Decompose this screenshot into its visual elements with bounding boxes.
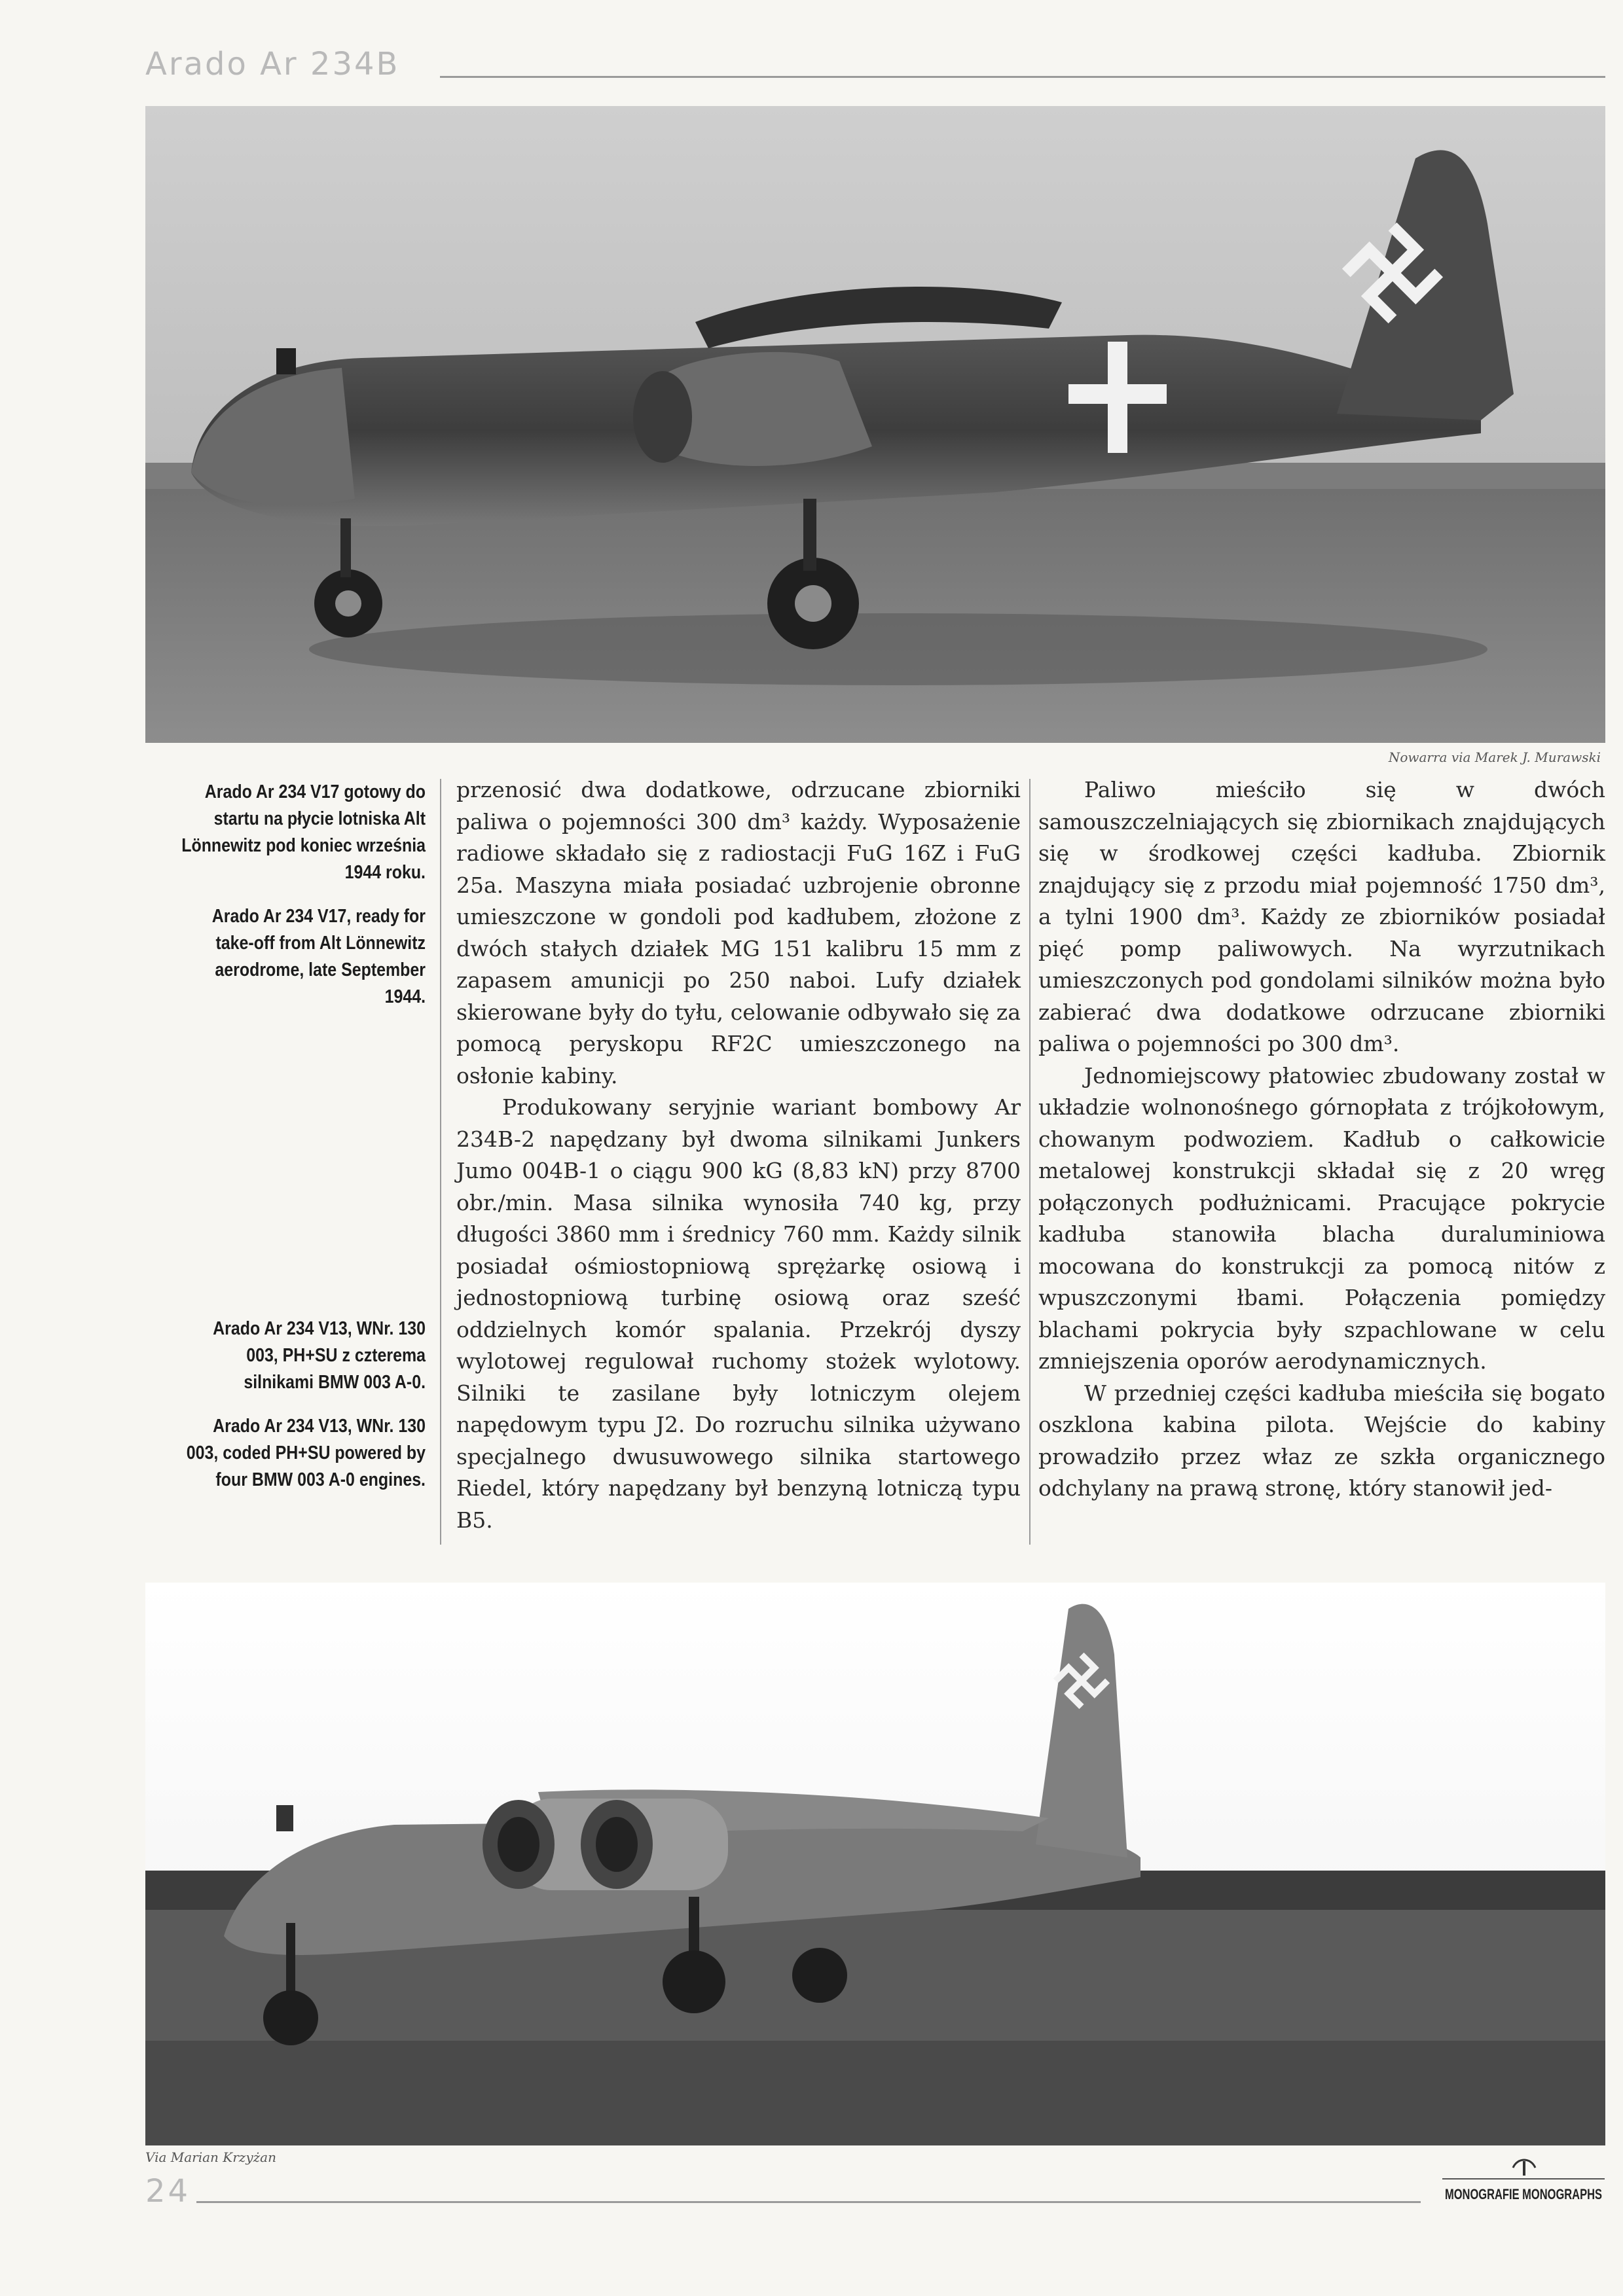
body-paragraph: Produkowany seryjnie wariant bombowy Ar 234B-2 napędzany był dwoma silnikami Junkers Jumo 004B-1 o ciągu 900 kG (8,83 kN) przy 8700 obr./min. Masa silnika wynosiła 740 kg, przy długości 3860 mm i średnicy 760 mm. Każdy silnik posiadał ośmiostopniową sprężarkę osiową i jednostopniową turbinę osiową oraz sześć oddzielnych komór spalania. Przekrój dyszy wylotowej regulował ruchomy stożek wylotowy. Silniki te zasilane były lotniczym olejem napędowym typu J2. Do rozruchu silnika używano specjalnego dwusuwowego silnika startowego Riedel, który napędzany był benzyną lotniczą typu B5. — [456, 1094, 1021, 1533]
body-column-right — [1038, 774, 1605, 1505]
photo-ar234-v17 — [145, 106, 1605, 743]
caption-bottom-pl: Arado Ar 234 V13, WNr. 130 003, PH+SU z czterema silnikami BMW 003 A-0. — [213, 1318, 426, 1393]
column-rule-right — [1029, 779, 1030, 1545]
body-paragraph: Jednomiejscowy płatowiec zbudowany został w układzie wolnonośnego górnopłata z trójkołowym, chowanym podwoziem. Kadłub o całkowicie metalowej konstrukcji składał się z 20 wręg połączonych podłużnicami. Pracujące pokrycie kadłuba stanowiła blacha duraluminiowa mocowana do konstrukcji za pomocą nitów z wpuszczonymi łbami. Połączenia pomiędzy blachami pokrycia były szpachlowane w celu zmniejszenia oporów aerodynamicznych. — [1038, 1062, 1605, 1374]
running-header: Arado Ar 234B — [145, 46, 400, 82]
monografie-logo — [1442, 2152, 1605, 2204]
caption-top — [178, 779, 426, 1028]
page-number: 24 — [145, 2173, 191, 2210]
column-rule-left — [440, 779, 441, 1545]
caption-bottom-en: Arado Ar 234 V13, WNr. 130 003, coded PH+SU powered by four BMW 003 A-0 engines. — [186, 1416, 426, 1490]
caption-bottom — [178, 1316, 426, 1511]
body-column-middle — [456, 774, 1021, 1536]
photo-credit-top: Nowarra via Marek J. Murawski — [1388, 749, 1601, 765]
header-rule — [440, 76, 1605, 78]
body-paragraph: przenosić dwa dodatkowe, odrzucane zbiorniki paliwa o pojemności 300 dm³ każdy. Wyposażenie radiowe składało się z radiostacji FuG 16Z i FuG 25a. Maszyna miała posiadać uzbrojenie obronne umieszczone w gondoli pod kadłubem, złożone z dwóch stałych działek MG 151 kalibru 15 mm z zapasem amunicji po 250 naboi. Lufy działek skierowane były do tyłu, celowanie odbywało się za pomocą peryskopu RF2C umieszczonego na osłonie kabiny. — [456, 777, 1021, 1088]
logo-text: MONOGRAFIE MONOGRAPHS — [1445, 2186, 1602, 2202]
caption-top-en: Arado Ar 234 V17, ready for take-off from Alt Lönnewitz aerodrome, late September 1944. — [211, 906, 426, 1007]
caption-top-pl: Arado Ar 234 V17 gotowy do startu na płycie lotniska Alt Lönnewitz pod koniec września 1944 roku. — [181, 781, 426, 883]
body-paragraph: Paliwo mieściło się w dwóch samouszczelniających się zbiornikach znajdujących się w środkowej części kadłuba. Zbiornik znajdujący się z przodu miał pojemność 1750 dm³, a tylni 1900 dm³. Każdy ze zbiorników posiadał pięć pomp paliwowych. Na wyrzutnikach umieszczonych pod gondolami silników można było zabierać dwa dodatkowe odrzucane zbiorniki paliwa o pojemności po 300 dm³. — [1038, 777, 1605, 1056]
photo-credit-bottom: Via Marian Krzyżan — [145, 2149, 276, 2165]
footer-rule — [196, 2201, 1421, 2203]
photo-ar234-v13 — [145, 1583, 1605, 2145]
body-paragraph: W przedniej części kadłuba mieściła się bogato oszklona kabina pilota. Wejście do kabiny prowadziło przez właz ze szkła organicznego odchylany na prawą stronę, który stanowił jed- — [1038, 1380, 1605, 1501]
